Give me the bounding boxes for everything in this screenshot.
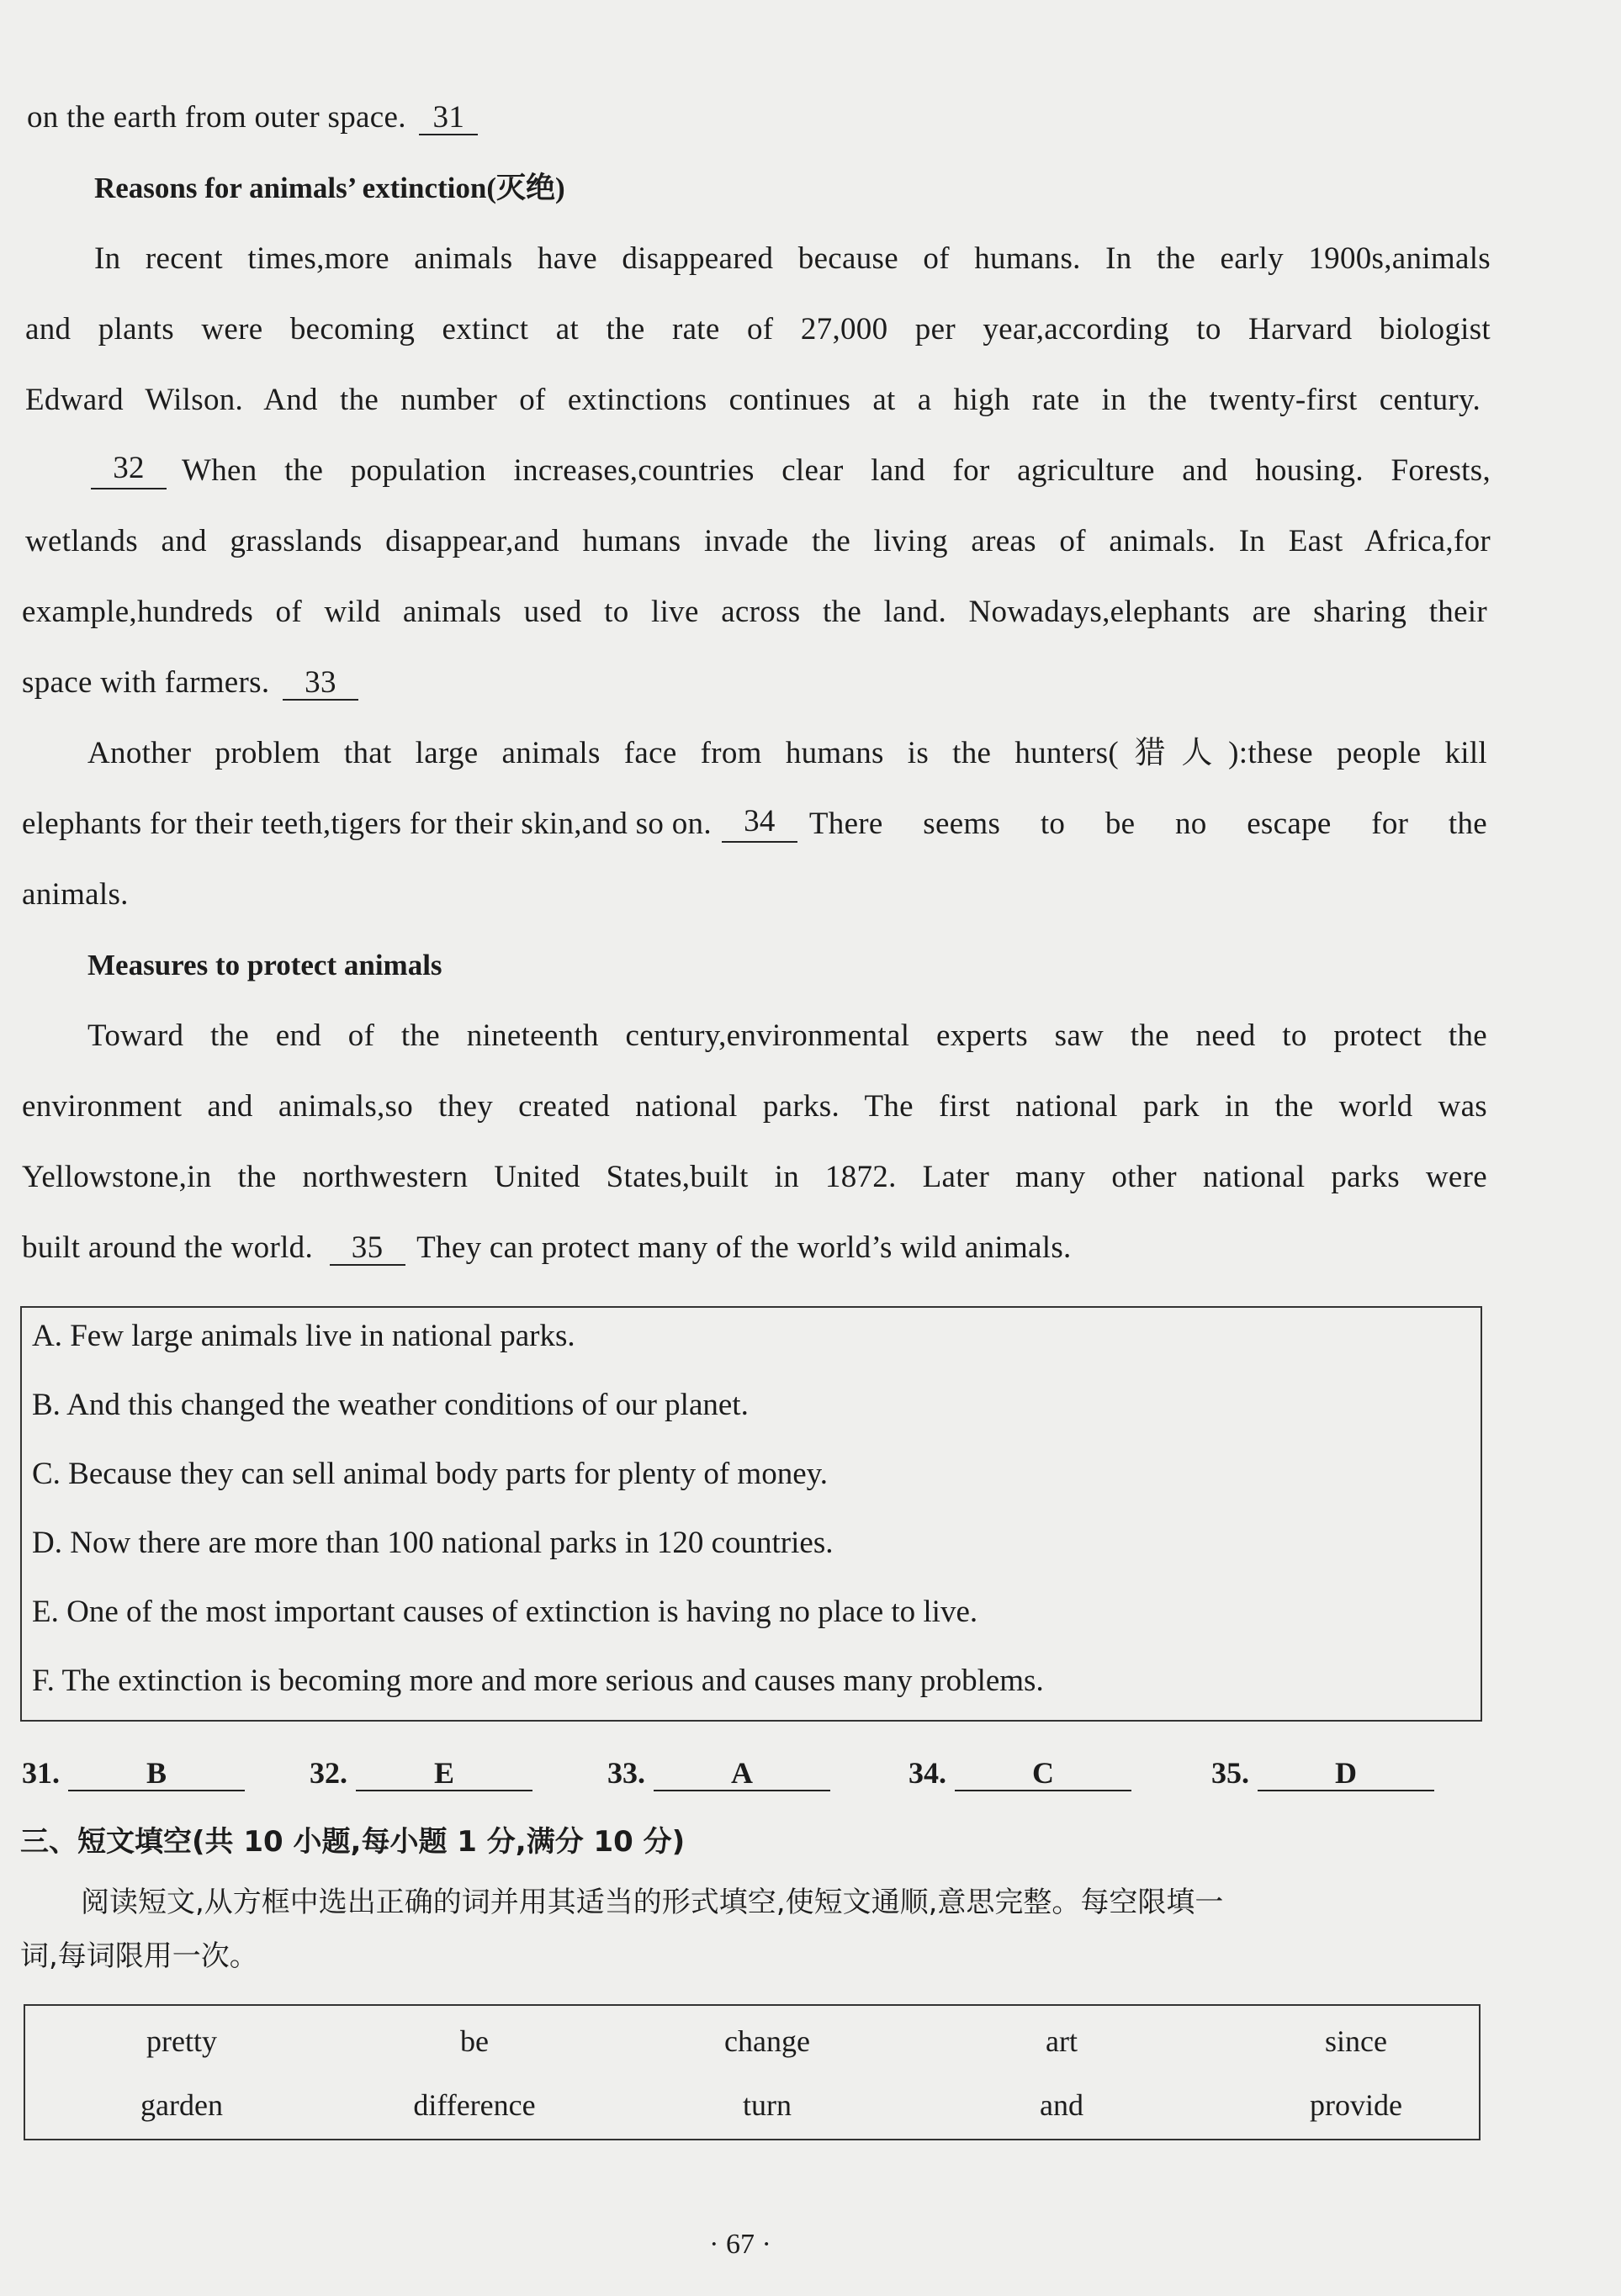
answer-number: 34. (909, 1756, 946, 1790)
option-e: E. One of the most important causes of extinction is having no place to live. (32, 1595, 978, 1629)
passage-line-35 (22, 1230, 1072, 1267)
answer-number: 31. (22, 1756, 60, 1790)
blank-35: 35 (330, 1232, 405, 1266)
answer-31 (22, 1754, 245, 1791)
answer-number: 32. (310, 1756, 347, 1790)
word-bank (24, 2004, 1481, 2140)
blank-34: 34 (722, 806, 797, 843)
paragraph-line: wetlands and grasslands disappear,and humans invade the living areas of animals. In East Africa,for (25, 524, 1491, 558)
answer-value: D (1258, 1756, 1434, 1791)
answer-number: 33. (607, 1756, 645, 1790)
word-item: since (1325, 2024, 1387, 2058)
paragraph-line: animals. (22, 877, 129, 912)
heading-reasons: Reasons for animals’ extinction(灭绝) (94, 172, 565, 204)
blank-32: 32 (91, 452, 167, 489)
option-d: D. Now there are more than 100 national parks in 120 countries. (32, 1526, 834, 1560)
word-item: provide (1310, 2088, 1402, 2122)
answer-value: B (68, 1756, 245, 1791)
answer-value: C (955, 1756, 1131, 1791)
blank-33: 33 (283, 667, 358, 701)
section3-title: 三、短文填空(共 10 小题,每小题 1 分,满分 10 分) (20, 1825, 686, 1859)
answer-35 (1211, 1754, 1434, 1791)
answer-value: E (356, 1756, 532, 1791)
option-f: F. The extinction is becoming more and more serious and causes many problems. (32, 1664, 1044, 1698)
word-item: pretty (146, 2024, 217, 2058)
paragraph-line: and plants were becoming extinct at the rate of 27,000 per year,according to Harvard biologist (25, 312, 1491, 347)
word-item: difference (413, 2088, 536, 2122)
paragraph-line: In recent times,more animals have disappeared because of humans. In the early 1900s,animals (94, 241, 1491, 276)
answer-33 (607, 1754, 830, 1791)
answer-number: 35. (1211, 1756, 1249, 1790)
line-text: When the population increases,countries clear land for agriculture and housing. Forests, (182, 453, 1491, 488)
word-item: garden (140, 2088, 223, 2122)
page-number: · 67 · (709, 2229, 771, 2260)
passage-line-31 (27, 99, 478, 136)
word-item: and (1040, 2088, 1083, 2122)
passage-line-34 (22, 806, 1487, 843)
word-item: be (460, 2024, 489, 2058)
options-box (20, 1306, 1482, 1722)
line-text: There seems to be no escape for the (808, 807, 1487, 841)
line-text: elephants for their teeth,tigers for their skin,and so on. (22, 807, 712, 841)
paragraph-line: Another problem that large animals face from humans is the hunters(猎人):these people kill (87, 736, 1487, 770)
paragraph-line: environment and animals,so they created national parks. The first national park in the world was (22, 1089, 1487, 1124)
answer-value: A (654, 1756, 830, 1791)
answer-34 (909, 1754, 1131, 1791)
word-item: change (724, 2024, 810, 2058)
heading-measures: Measures to protect animals (87, 949, 442, 981)
word-item: art (1046, 2024, 1078, 2058)
line-text: built around the world. (22, 1230, 314, 1265)
line-text: on the earth from outer space. (27, 100, 406, 135)
passage-line-32 (91, 452, 1491, 489)
passage-line-33 (22, 664, 358, 701)
blank-31: 31 (419, 102, 478, 135)
option-b: B. And this changed the weather conditions of our planet. (32, 1388, 749, 1422)
word-item: turn (743, 2088, 792, 2122)
paragraph-line: example,hundreds of wild animals used to live across the land. Nowadays,elephants are sharing their (22, 595, 1487, 629)
paragraph-line: Yellowstone,in the northwestern United States,built in 1872. Later many other national parks were (22, 1160, 1487, 1194)
option-c: C. Because they can sell animal body parts for plenty of money. (32, 1457, 828, 1491)
paragraph-line: Edward Wilson. And the number of extinctions continues at a high rate in the twenty-first century. (25, 383, 1481, 417)
answer-32 (310, 1754, 532, 1791)
line-text: They can protect many of the world’s wild animals. (416, 1230, 1072, 1265)
section3-instruction-line1: 阅读短文,从方框中选出正确的词并用其适当的形式填空,使短文通顺,意思完整。每空限填一 (81, 1886, 1224, 1919)
paragraph-line: Toward the end of the nineteenth century,environmental experts saw the need to protect the (87, 1018, 1487, 1053)
option-a: A. Few large animals live in national parks. (32, 1319, 575, 1353)
line-text: space with farmers. (22, 665, 270, 700)
section3-instruction-line2: 词,每词限用一次。 (20, 1939, 258, 1973)
